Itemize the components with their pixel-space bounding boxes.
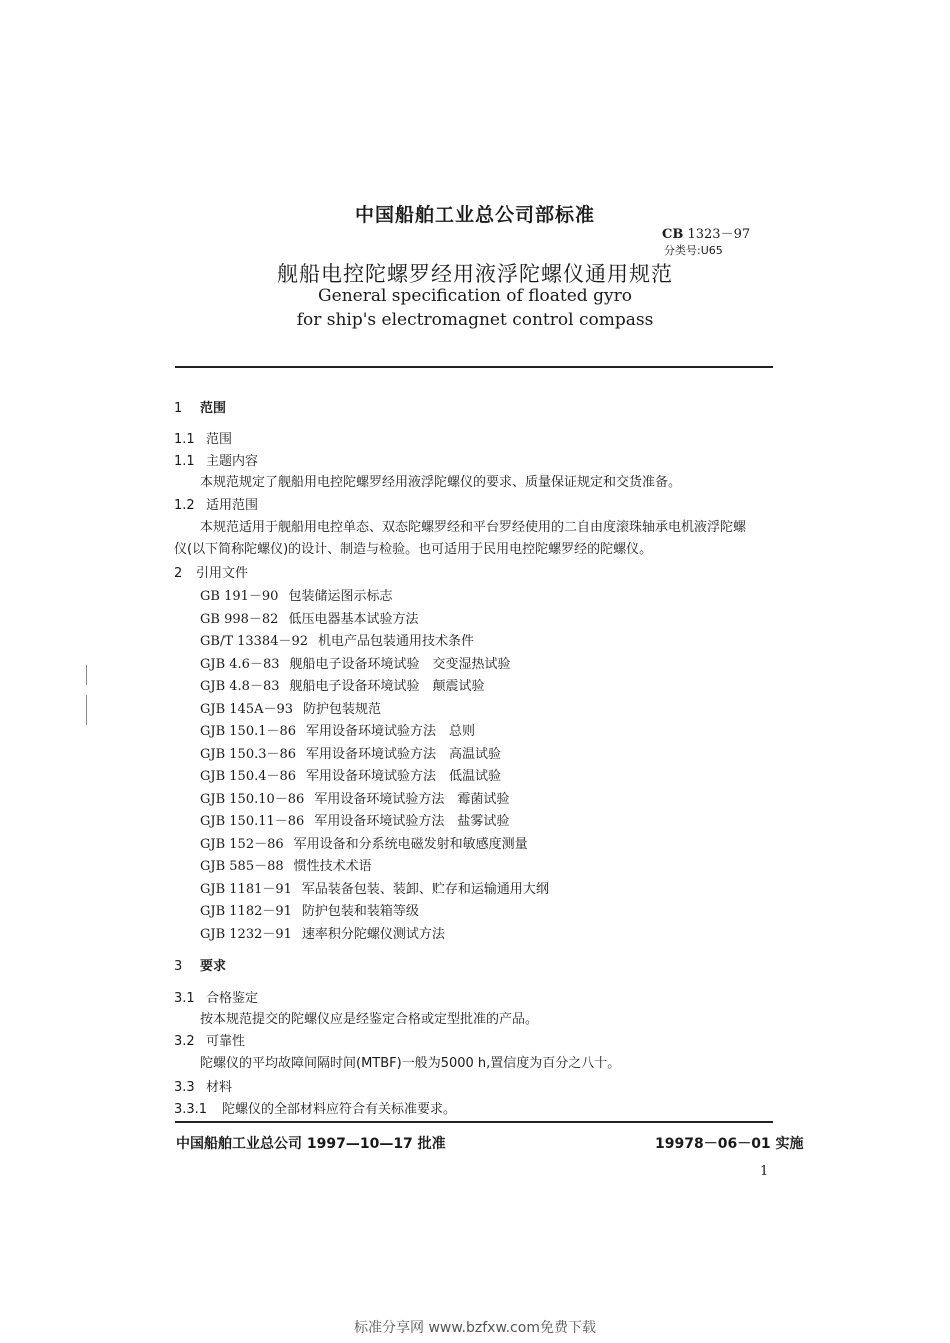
classification-number: 分类号:U65 xyxy=(664,244,723,257)
section-3-1-heading xyxy=(174,990,258,1008)
issuer-heading: 中国船舶工业总公司部标准 xyxy=(354,204,595,226)
section-title: 适用范围 xyxy=(206,498,259,513)
reference-code: GJB 152－86 xyxy=(200,836,284,852)
reference-item xyxy=(200,611,418,629)
section-title: 范围 xyxy=(206,432,233,447)
reference-title: 军品装备包装、装卸、贮存和运输通用大纲 xyxy=(301,881,549,897)
standard-code xyxy=(662,223,750,242)
reference-title: 惯性技术术语 xyxy=(293,859,372,874)
reference-item xyxy=(200,633,474,651)
standard-number: 1323－97 xyxy=(687,227,751,242)
reference-item xyxy=(200,791,509,809)
section-title: 陀螺仪的全部材料应符合有关标准要求。 xyxy=(222,1102,457,1117)
paragraph: 仪(以下简称陀螺仪)的设计、制造与检验。也可适用于民用电控陀螺罗经的陀螺仪。 xyxy=(174,542,653,557)
reference-code: GJB 1181－91 xyxy=(200,881,292,897)
section-title: 可靠性 xyxy=(206,1034,246,1049)
reference-title: 机电产品包装通用技术条件 xyxy=(318,634,475,649)
reference-item xyxy=(200,588,392,606)
section-3-3-1-heading xyxy=(174,1101,456,1119)
section-3-3-heading xyxy=(174,1079,232,1097)
reference-code: GJB 150.11－86 xyxy=(200,814,305,829)
page-number: 1 xyxy=(760,1164,769,1179)
reference-item xyxy=(200,858,372,876)
section-number: 1 xyxy=(174,401,183,416)
section-3-heading xyxy=(174,958,226,976)
section-number: 3.3 xyxy=(174,1080,195,1095)
reference-title: 军用设备环境试验方法 低温试验 xyxy=(306,769,502,784)
reference-title: 军用设备环境试验方法 盐雾试验 xyxy=(314,814,510,829)
reference-item xyxy=(200,746,501,764)
section-number: 1.1 xyxy=(174,432,195,447)
section-number: 3.2 xyxy=(174,1034,195,1049)
title-chinese: 舰船电控陀螺罗经用液浮陀螺仪通用规范 xyxy=(277,262,673,286)
reference-title: 军用设备环境试验方法 总则 xyxy=(306,724,476,739)
section-title: 范围 xyxy=(200,401,227,416)
reference-title: 防护包装和装箱等级 xyxy=(301,904,419,919)
section-3-2-heading xyxy=(174,1033,245,1051)
section-2-heading xyxy=(174,565,248,583)
reference-code: GJB 4.6－83 xyxy=(200,656,280,672)
section-1-2-heading xyxy=(174,497,258,515)
reference-item xyxy=(200,881,549,899)
reference-item xyxy=(200,768,501,786)
reference-title: 军用设备环境试验方法 高温试验 xyxy=(306,746,502,762)
reference-code: GJB 585－88 xyxy=(200,859,284,874)
header-divider xyxy=(175,366,773,368)
reference-title: 军用设备环境试验方法 霉菌试验 xyxy=(314,791,510,807)
section-number: 1.2 xyxy=(174,498,195,513)
paragraph: 本规范适用于舰船用电控单态、双态陀螺罗经和平台罗经使用的二自由度滚珠轴承电机液浮陀螺 xyxy=(200,520,747,535)
section-number: 1.1 xyxy=(174,454,195,469)
margin-mark xyxy=(86,665,87,685)
section-title: 合格鉴定 xyxy=(206,991,259,1006)
reference-title: 包装储运图示标志 xyxy=(288,589,393,604)
reference-code: GJB 4.8－83 xyxy=(200,679,280,694)
section-number: 3.1 xyxy=(174,991,195,1006)
section-number: 3.3.1 xyxy=(174,1102,208,1117)
reference-code: GJB 150.3－86 xyxy=(200,746,297,762)
reference-title: 低压电器基本试验方法 xyxy=(288,611,419,627)
watermark: 标准分享网 www.bzfxw.com免费下载 xyxy=(354,1320,596,1336)
reference-item xyxy=(200,656,511,674)
footer-divider xyxy=(175,1121,773,1123)
approval-line: 中国船舶工业总公司 1997—10—17 批准 xyxy=(176,1136,446,1152)
reference-item xyxy=(200,926,445,944)
standard-prefix: CB xyxy=(662,227,684,242)
section-number: 3 xyxy=(174,959,183,974)
title-english-line2: for ship's electromagnet control compass xyxy=(296,310,654,330)
section-title: 材料 xyxy=(206,1080,233,1095)
reference-code: GJB 145A－93 xyxy=(200,701,294,717)
section-1-heading xyxy=(174,400,226,418)
section-number: 2 xyxy=(174,566,183,581)
reference-code: GJB 150.10－86 xyxy=(200,791,305,807)
reference-code: GJB 1182－91 xyxy=(200,904,292,919)
paragraph: 陀螺仪的平均故障间隔时间(MTBF)一般为5000 h,置信度为百分之八十。 xyxy=(200,1056,621,1071)
reference-code: GJB 150.1－86 xyxy=(200,724,297,739)
section-title: 引用文件 xyxy=(196,566,249,581)
implementation-date: 19978－06－01 实施 xyxy=(655,1136,804,1152)
section-title: 主题内容 xyxy=(206,454,259,469)
reference-code: GB 998－82 xyxy=(200,611,279,627)
margin-mark xyxy=(86,695,87,725)
reference-item xyxy=(200,813,509,831)
reference-title: 舰船电子设备环境试验 交变湿热试验 xyxy=(289,656,511,672)
paragraph: 按本规范提交的陀螺仪应是经鉴定合格或定型批准的产品。 xyxy=(200,1012,539,1027)
reference-code: GB/T 13384－92 xyxy=(200,634,309,649)
reference-code: GJB 1232－91 xyxy=(200,926,292,942)
reference-title: 速率积分陀螺仪测试方法 xyxy=(301,926,445,942)
section-title: 要求 xyxy=(200,959,227,974)
reference-item xyxy=(200,701,381,719)
reference-code: GB 191－90 xyxy=(200,589,279,604)
reference-item xyxy=(200,903,419,921)
reference-title: 军用设备和分系统电磁发射和敏感度测量 xyxy=(293,836,528,852)
reference-item xyxy=(200,678,485,696)
title-english-line1: General specification of floated gyro xyxy=(318,286,632,306)
reference-title: 舰船电子设备环境试验 颠震试验 xyxy=(289,679,485,694)
reference-title: 防护包装规范 xyxy=(303,701,382,717)
section-1-1-heading xyxy=(174,431,232,449)
reference-code: GJB 150.4－86 xyxy=(200,769,297,784)
paragraph: 本规范规定了舰船用电控陀螺罗经用液浮陀螺仪的要求、质量保证规定和交货准备。 xyxy=(200,475,682,490)
reference-item xyxy=(200,836,528,854)
reference-item xyxy=(200,723,475,741)
section-1-1-subject-heading xyxy=(174,453,258,471)
